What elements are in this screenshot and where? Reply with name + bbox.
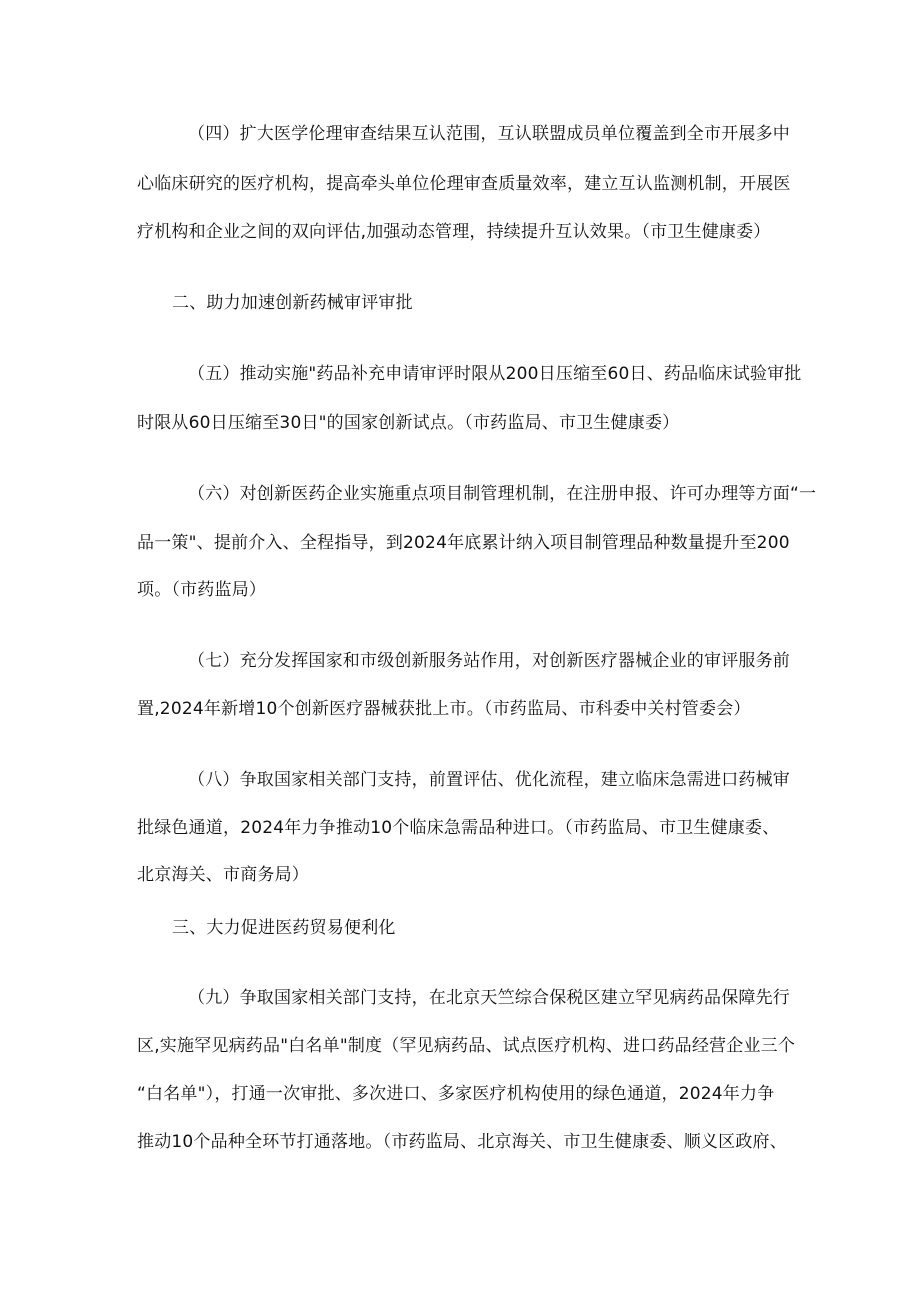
paragraph-9-line-2: 区,实施罕见病药品"白名单"制度（罕见病药品、试点医疗机构、进口药品经营企业三个 (137, 1036, 796, 1056)
paragraph-6-line-3: 项。（市药监局） (137, 580, 267, 600)
paragraph-7-line-2: 置,2024年新增10个创新医疗器械获批上市。（市药监局、市科委中关村管委会） (137, 699, 751, 719)
paragraph-5-line-1: （五）推动实施"药品补充申请审评时限从200日压缩至60日、药品临床试验审批 (188, 364, 802, 384)
section-heading-3: 三、大力促进医药贸易便利化 (172, 918, 396, 938)
paragraph-5-line-2: 时限从60日压缩至30日"的国家创新试点。（市药监局、市卫生健康委） (137, 413, 680, 433)
section-heading-2: 二、助力加速创新药械审评审批 (172, 293, 413, 313)
paragraph-8-line-2: 批绿色通道，2024年力争推动10个临床急需品种进口。（市药监局、市卫生健康委、 (137, 818, 780, 838)
paragraph-8-line-3: 北京海关、市商务局） (137, 865, 309, 885)
paragraph-4-line-2: 心临床研究的医疗机构，提高牵头单位伦理审查质量效率，建立互认监测机制，开展医 (137, 174, 791, 194)
paragraph-6-line-1: （六）对创新医药企业实施重点项目制管理机制，在注册申报、许可办理等方面“一 (188, 484, 817, 504)
paragraph-6-line-2: 品一策"、提前介入、全程指导，到2024年底累计纳入项目制管理品种数量提升至200 (137, 533, 790, 553)
paragraph-8-line-1: （八）争取国家相关部门支持，前置评估、优化流程，建立临床急需进口药械审 (188, 770, 790, 790)
paragraph-9-line-1: （九）争取国家相关部门支持，在北京天竺综合保税区建立罕见病药品保障先行 (188, 988, 790, 1008)
paragraph-4-line-3: 疗机构和企业之间的双向评估,加强动态管理，持续提升互认效果。（市卫生健康委） (137, 222, 771, 242)
paragraph-7-line-1: （七）充分发挥国家和市级创新服务站作用，对创新医疗器械企业的审评服务前 (188, 651, 790, 671)
paragraph-4-line-1: （四）扩大医学伦理审查结果互认范围，互认联盟成员单位覆盖到全市开展多中 (188, 124, 790, 144)
paragraph-9-line-4: 推动10个品种全环节打通落地。（市药监局、北京海关、市卫生健康委、顺义区政府、 (137, 1132, 787, 1152)
paragraph-9-line-3: “白名单"），打通一次审批、多次进口、多家医疗机构使用的绿色通道，2024年力争 (137, 1084, 775, 1104)
